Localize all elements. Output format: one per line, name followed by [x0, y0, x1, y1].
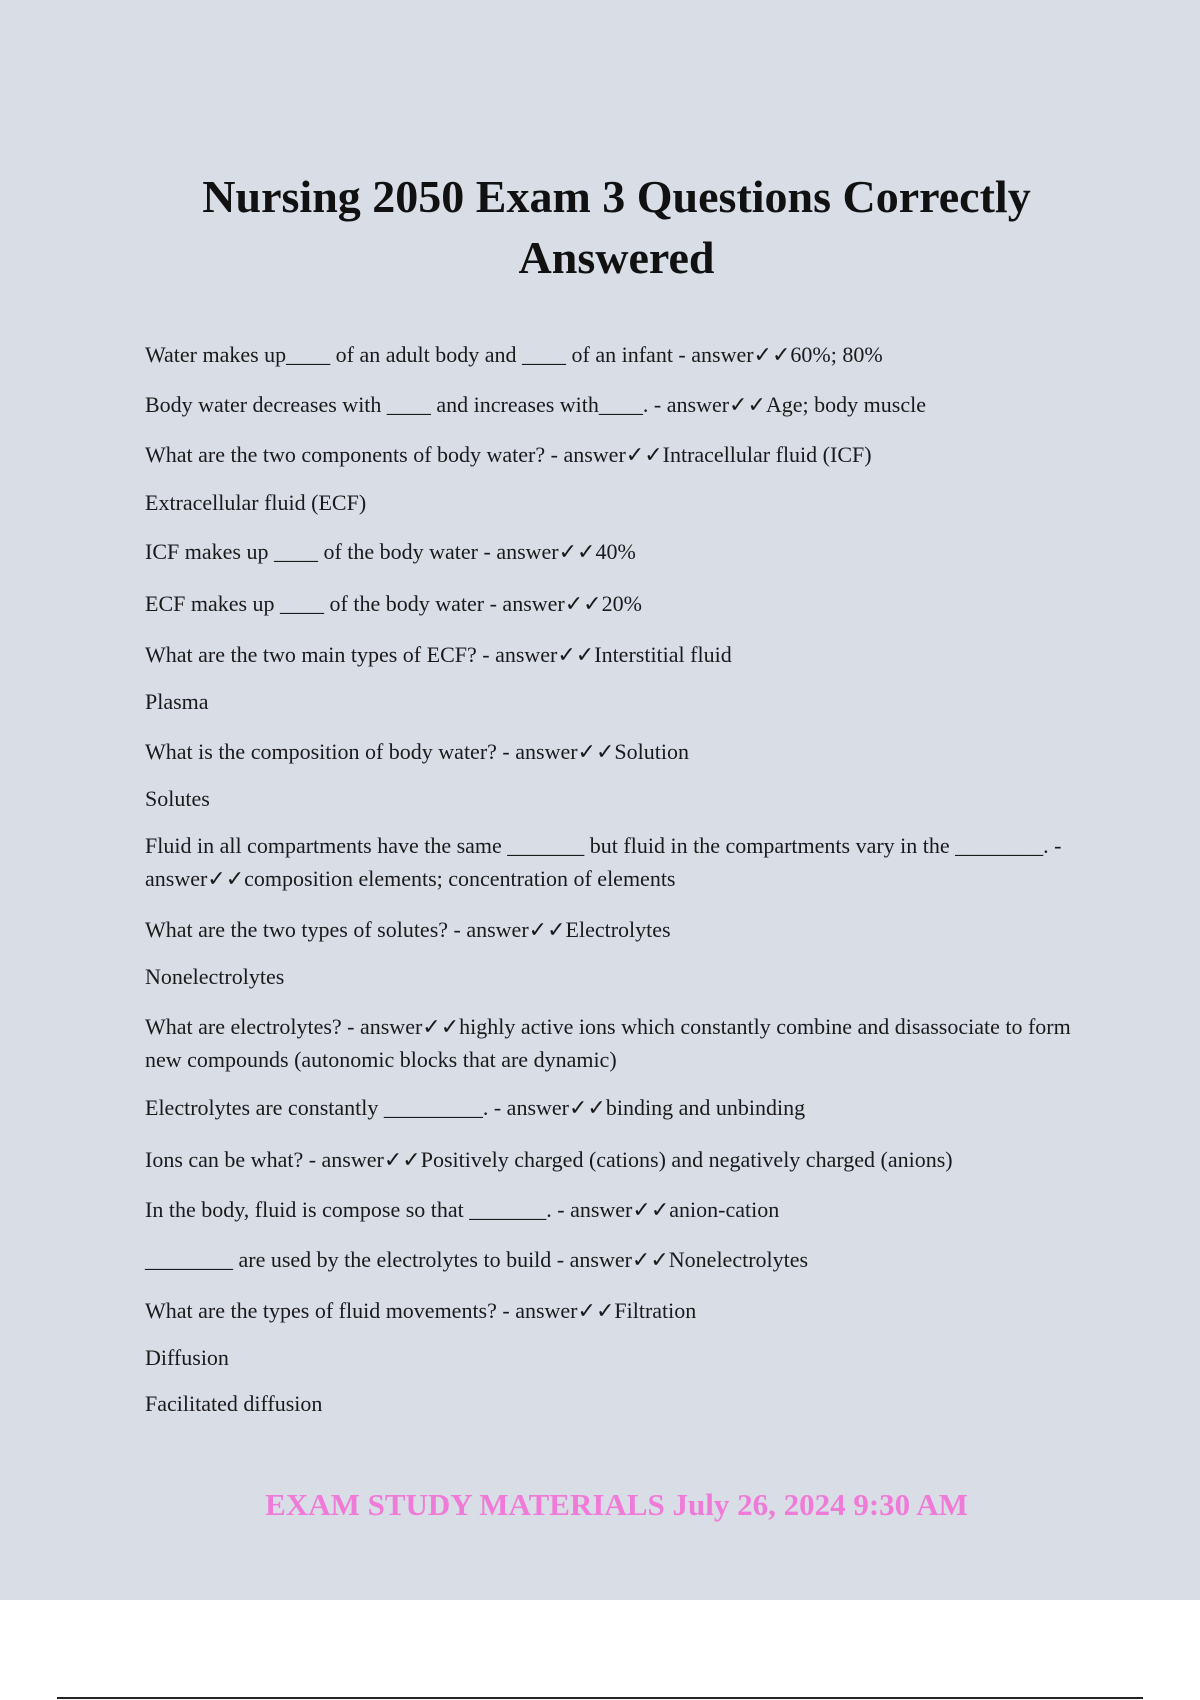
- question-line: In the body, fluid is compose so that _______. - answer✓✓anion-cation: [145, 1197, 780, 1222]
- question-line: Fluid in all compartments have the same _______ but fluid in the compartments vary in the ________. - answer✓✓composition elements; concentration of elements: [145, 833, 1062, 891]
- question-line: ________ are used by the electrolytes to build - answer✓✓Nonelectrolytes: [145, 1247, 809, 1272]
- answer-continuation-line: Diffusion: [145, 1345, 229, 1370]
- question-line: ICF makes up ____ of the body water - answer✓✓40%: [145, 539, 636, 564]
- page-divider: [57, 1697, 1143, 1699]
- answer-continuation-line: Plasma: [145, 689, 209, 714]
- question-line: What are the types of fluid movements? - answer✓✓Filtration: [145, 1298, 697, 1323]
- question-line: Ions can be what? - answer✓✓Positively charged (cations) and negatively charged (anions): [145, 1147, 953, 1172]
- question-line: Water makes up____ of an adult body and ____ of an infant - answer✓✓60%; 80%: [145, 342, 883, 367]
- answer-continuation-line: Solutes: [145, 786, 210, 811]
- question-line: What is the composition of body water? - answer✓✓Solution: [145, 739, 689, 764]
- question-line: ECF makes up ____ of the body water - answer✓✓20%: [145, 591, 642, 616]
- question-line: What are the two components of body water? - answer✓✓Intracellular fluid (ICF): [145, 442, 872, 467]
- question-line: What are the two main types of ECF? - answer✓✓Interstitial fluid: [145, 642, 732, 667]
- answer-continuation-line: Nonelectrolytes: [145, 964, 285, 989]
- question-line: What are the two types of solutes? - answer✓✓Electrolytes: [145, 917, 671, 942]
- question-line: Body water decreases with ____ and increases with____. - answer✓✓Age; body muscle: [145, 392, 926, 417]
- question-line: Electrolytes are constantly _________. - answer✓✓binding and unbinding: [145, 1095, 806, 1120]
- answer-continuation-line: Facilitated diffusion: [145, 1391, 323, 1416]
- document-title: Nursing 2050 Exam 3 Questions Correctly Answered: [202, 171, 1031, 283]
- answer-continuation-line: Extracellular fluid (ECF): [145, 490, 367, 515]
- footer-watermark: EXAM STUDY MATERIALS July 26, 2024 9:30 AM: [265, 1487, 968, 1522]
- question-line: What are electrolytes? - answer✓✓highly active ions which constantly combine and disassociate to form new compounds (autonomic blocks that are dynamic): [145, 1014, 1071, 1072]
